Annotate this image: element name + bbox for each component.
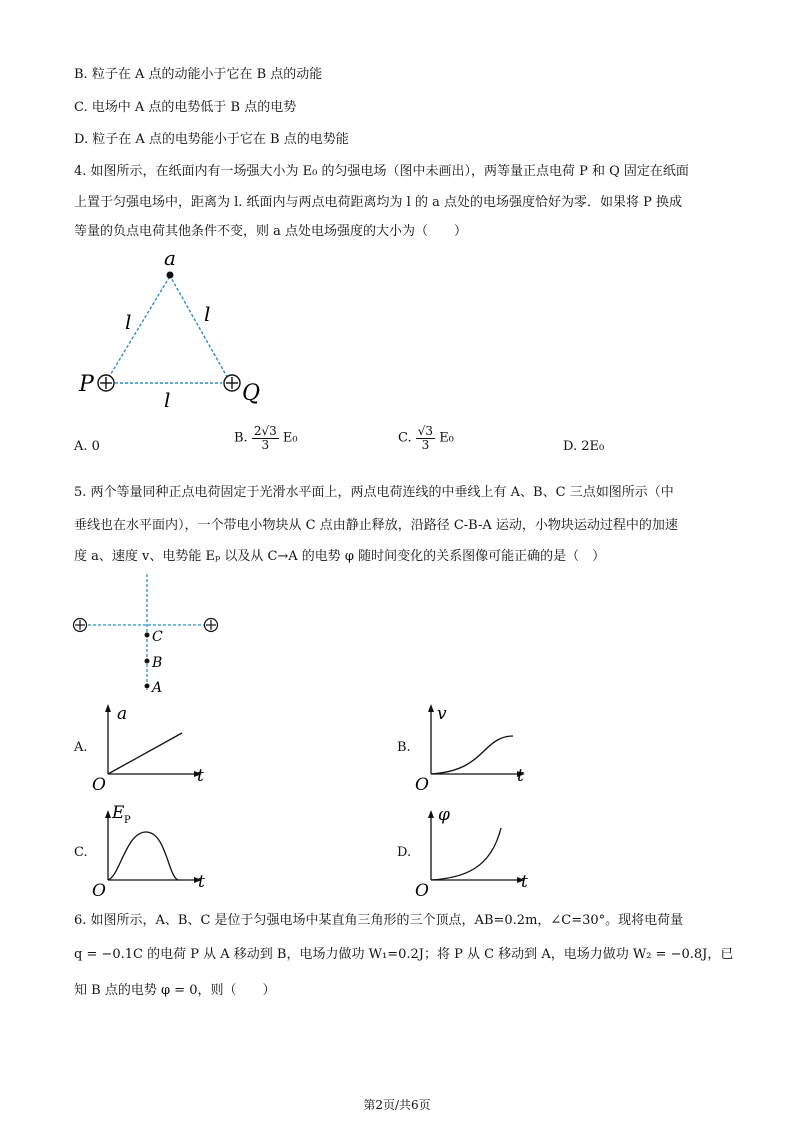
charge-right-icon [205, 619, 218, 632]
q4-option-c-suffix: E₀ [439, 430, 454, 446]
y-axis-arrow [105, 810, 111, 818]
q4-triangle-figure [70, 245, 280, 410]
q4-option-b [234, 425, 298, 452]
graph-a-a-vs-t [90, 702, 215, 794]
graph-d-phi-vs-t [413, 800, 538, 898]
origin-label: O [92, 775, 106, 794]
point-a-dot [145, 684, 150, 689]
q4-option-b-suffix: E₀ [282, 430, 298, 446]
graph-a-option: A. [74, 740, 88, 755]
graph-d-option: D. [397, 845, 412, 860]
q4-option-c-numerator: √3 [417, 424, 434, 438]
q4-stem-line2: 上置于匀强电场中，距离为 l. 纸面内与两点电荷距离均为 l 的 a 点处的电场强度恰好为零．如果将 P 换成 [74, 195, 683, 210]
q4-option-b-numerator: 2√3 [253, 424, 277, 438]
q6-stem-line2: q = −0.1C 的电荷 P 从 A 移动到 B，电场力做功 W₁=0.2J；将 P 从 C 移动到 A，电场力做功 W₂ = −0.8J，已 [74, 947, 734, 962]
q4-option-c-fraction [416, 425, 435, 452]
label-p: P [79, 372, 94, 397]
curve-hump [108, 832, 178, 880]
curve-s [431, 736, 513, 774]
origin-label: O [415, 775, 429, 794]
side-qa [170, 276, 230, 382]
charge-p-icon [98, 375, 114, 391]
q6-stem-line1: 6. 如图所示，A、B、C 是位于匀强电场中某直角三角形的三个顶点，AB=0.2m，∠C=30°。现将电荷量 [74, 913, 684, 928]
y-label: φ [438, 805, 450, 825]
q5-stem-line1: 5. 两个等量同种正点电荷固定于光滑水平面上，两点电荷连线的中垂线上有 A、B、C 三点如图所示（中 [74, 485, 674, 500]
q3-option-c: C. 电场中 A 点的电势低于 B 点的电势 [74, 100, 297, 115]
q4-option-c-letter: C. [398, 430, 412, 446]
point-a-dot [167, 272, 174, 279]
label-l-bottom: l [164, 388, 171, 410]
q3-option-b: B. 粒子在 A 点的动能小于它在 B 点的动能 [74, 67, 323, 82]
q6-stem-line3: 知 B 点的电势 φ = 0，则（ ） [74, 983, 276, 998]
label-q: Q [242, 381, 261, 406]
point-c-dot [145, 633, 150, 638]
y-label: E [112, 803, 125, 823]
origin-label: O [415, 881, 429, 898]
q5-stem-line2: 垂线也在水平面内），一个带电小物块从 C 点由静止释放，沿路径 C-B-A 运动，小物块运动过程中的加速 [74, 518, 678, 533]
page-number: 第2页/共6页 [363, 1098, 431, 1112]
curve-linear [108, 733, 182, 774]
graph-b-option: B. [397, 740, 411, 755]
q4-option-b-fraction [252, 425, 279, 452]
q4-option-d: D. 2E₀ [563, 439, 605, 454]
point-b-dot [145, 659, 150, 664]
x-label: t [197, 766, 204, 786]
x-label: t [521, 872, 528, 892]
q4-option-b-letter: B. [234, 430, 248, 446]
q5-stem-line3: 度 a、速度 v、电势能 Eₚ 以及从 C→A 的电势 φ 随时间变化的关系图像可能正确的是（ ） [74, 549, 606, 564]
q4-stem-line3: 等量的负点电荷其他条件不变，则 a 点处电场强度的大小为（ ） [74, 224, 468, 239]
q4-option-c [398, 425, 454, 452]
y-label-subscript: P [124, 815, 131, 826]
graph-c-option: C. [74, 845, 88, 860]
q4-option-b-denominator: 3 [261, 438, 270, 452]
curve-exponential [431, 828, 501, 880]
y-axis-arrow [428, 704, 434, 712]
q5-charges-figure [68, 572, 228, 697]
q4-option-c-denominator: 3 [421, 438, 430, 452]
y-label: a [117, 704, 128, 724]
q4-stem-line1: 4. 如图所示，在纸面内有一场强大小为 E₀ 的匀强电场（图中未画出），两等量正点电荷 P 和 Q 固定在纸面 [74, 164, 689, 179]
y-axis-arrow [105, 704, 111, 712]
y-label: v [437, 704, 447, 724]
graph-c-ep-vs-t [90, 800, 215, 898]
label-a: a [164, 246, 176, 270]
label-l-left: l [125, 310, 132, 334]
label-c: C [152, 629, 163, 645]
x-label: t [517, 766, 524, 786]
graph-b-v-vs-t [413, 702, 538, 794]
origin-label: O [92, 881, 106, 898]
label-a: A [152, 680, 163, 696]
side-pa [106, 276, 170, 382]
y-axis-arrow [428, 810, 434, 818]
x-label: t [198, 872, 205, 892]
q3-option-d: D. 粒子在 A 点的电势能小于它在 B 点的电势能 [74, 132, 349, 147]
q4-option-a: A. 0 [74, 439, 100, 454]
label-b: B [152, 655, 163, 671]
charge-q-icon [224, 375, 240, 391]
charge-left-icon [74, 619, 87, 632]
label-l-right: l [204, 302, 211, 326]
